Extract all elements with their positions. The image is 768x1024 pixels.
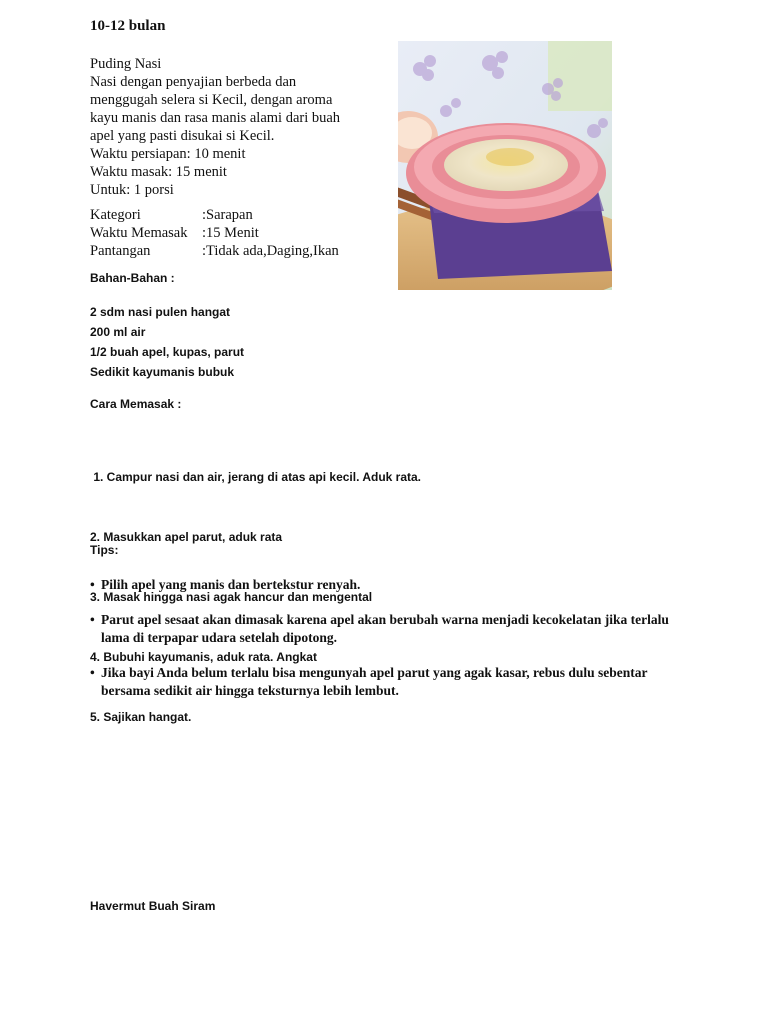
meta-key: Pantangan — [90, 243, 151, 259]
bullet-icon: • — [90, 612, 95, 627]
tips-list — [90, 576, 690, 717]
ingredients-list — [90, 302, 244, 382]
meta-value: :Sarapan — [202, 207, 253, 223]
page-heading: 10-12 bulan — [90, 18, 166, 34]
ingredient-item: 2 sdm nasi pulen hangat — [90, 305, 231, 319]
tip-text: Parut apel sesaat akan dimasak karena apel akan berubah warna menjadi kecokelatan jika terlalu lama di terpapar udara setelah dipotong. — [101, 612, 669, 645]
bullet-icon: • — [90, 665, 95, 680]
recipe-description-line: kayu manis dan rasa manis alami dari buah — [90, 110, 341, 126]
next-recipe-title: Havermut Buah Siram — [90, 899, 216, 913]
recipe-description-line: Nasi dengan penyajian berbeda dan — [90, 74, 297, 90]
recipe-meta — [90, 206, 339, 260]
meta-row-cook-time — [90, 224, 339, 242]
step-item: 1. Campur nasi dan air, jerang di atas api kecil. Aduk rata. — [90, 470, 422, 484]
recipe-photo — [398, 41, 612, 290]
meta-key: Waktu Memasak — [90, 225, 188, 241]
ingredient-item: 1/2 buah apel, kupas, parut — [90, 345, 245, 359]
bullet-icon: • — [90, 577, 95, 592]
servings: Untuk: 1 porsi — [90, 182, 174, 198]
ingredients-label: Bahan-Bahan : — [90, 271, 175, 285]
meta-row-category — [90, 206, 339, 224]
tips-label: Tips: — [90, 543, 119, 557]
recipe-description-line: apel yang pasti disukai si Kecil. — [90, 128, 275, 144]
ingredient-item: Sedikit kayumanis bubuk — [90, 365, 235, 379]
prep-time: Waktu persiapan: 10 menit — [90, 146, 246, 162]
cook-time: Waktu masak: 15 menit — [90, 164, 227, 180]
meta-value: :15 Menit — [202, 225, 259, 241]
recipe-intro — [90, 55, 390, 199]
recipe-title: Puding Nasi — [90, 56, 162, 72]
tip-text: Jika bayi Anda belum terlalu bisa mengunyah apel parut yang agak kasar, rebus dulu sebentar bersama sedikit air hingga teksturnya lebih lembut. — [101, 665, 648, 698]
step-item: 5. Sajikan hangat. — [90, 710, 192, 724]
meta-row-restrictions — [90, 242, 339, 260]
tip-item — [90, 664, 690, 700]
recipe-description-line: menggugah selera si Kecil, dengan aroma — [90, 92, 333, 108]
step-item: 3. Masak hingga nasi agak hancur dan mengental — [90, 590, 373, 604]
tip-item — [90, 611, 690, 647]
meta-value: :Tidak ada,Daging,Ikan — [202, 243, 339, 259]
meta-key: Kategori — [90, 207, 141, 223]
steps-label: Cara Memasak : — [90, 397, 182, 411]
tip-text: Pilih apel yang manis dan bertekstur renyah. — [101, 577, 361, 592]
step-item: 2. Masukkan apel parut, aduk rata — [90, 530, 283, 544]
ingredient-item: 200 ml air — [90, 325, 146, 339]
tip-item — [90, 576, 690, 594]
step-item: 4. Bubuhi kayumanis, aduk rata. Angkat — [90, 650, 317, 664]
